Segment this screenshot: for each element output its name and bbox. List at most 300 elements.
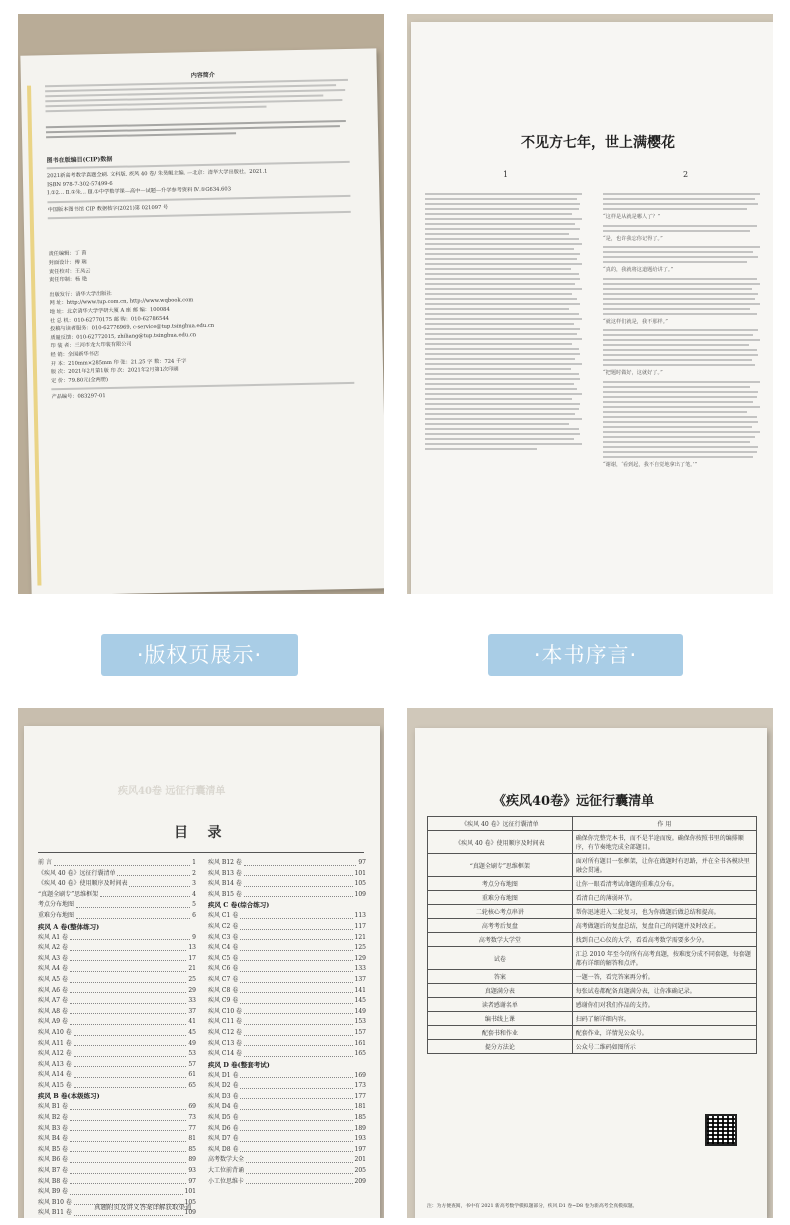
toc-leader-dots [70,1007,186,1015]
toc-entry [208,1017,366,1028]
toc-title: 目 录 [174,825,222,841]
toc-entry-page: 209 [354,1177,366,1185]
preface-sheet [411,22,773,594]
toc-group-heading: 疾风 B 卷(本级练习) [38,1092,100,1101]
toc-entry-label: 疾风 B13 卷 [208,869,242,877]
checklist-row [428,998,757,1012]
toc-entry-page: 6 [192,911,196,919]
toc-entry [38,1081,196,1092]
checklist-header-cell: 《疾风 40 卷》远征行囊清单 [428,817,573,831]
toc-entry [38,1007,196,1018]
preface-title: 不见方七年，世上满樱花 [521,135,675,151]
toc-leader-dots [100,890,190,898]
toc-entry-page: 4 [192,890,196,898]
toc-entry-page: 141 [354,986,366,994]
checklist-item-purpose: 看清自己的薄弱环节。 [572,891,756,905]
preface-quote: “把题时做好，这就好了。” [603,370,663,377]
checklist-table-wrap [427,816,757,1054]
toc-entry [38,911,196,922]
toc-entry-page: 97 [358,859,366,866]
checklist-page-photo [407,708,773,1218]
toc-entry [208,869,366,880]
toc-entry-page: 169 [354,1071,366,1079]
toc-entry-label: 疾风 A10 卷 [38,1028,72,1036]
checklist-item-name: 读者感谢名单 [428,998,573,1012]
toc-leader-dots [54,858,190,866]
toc-leader-dots [240,954,352,962]
toc-entry-page: 13 [188,944,196,952]
cip-line: 中国版本图书馆 CIP 数据核字(2021)第 021097 号 [47,204,169,214]
toc-entry [38,900,196,911]
checklist-row [428,891,757,905]
toc-entry-label: 疾风 C11 卷 [208,1018,243,1026]
toc-entry-page: 101 [184,1188,196,1196]
toc-entry-page: 177 [354,1092,366,1100]
toc-entry [38,1102,196,1113]
toc-entry [208,1102,366,1113]
checklist-item-purpose: 每张试卷都配备真题满分表，让你准确记录。 [572,984,756,998]
toc-entry [38,954,196,965]
copyright-page-photo [18,14,384,594]
toc-leader-dots [240,1124,352,1132]
toc-entry-page: 5 [192,901,196,909]
toc-watermark: 疾风40卷 远征行囊清单 [118,786,226,797]
toc-entry-page: 173 [354,1082,366,1090]
toc-leader-dots [240,996,352,1004]
toc-entry-page: 161 [354,1039,366,1047]
toc-leader-dots [70,996,186,1004]
toc-entry-label: 考点分布地图 [38,901,75,909]
copyright-page-label: ·版权页展示· [101,634,298,676]
toc-entry-label: 疾风 D7 卷 [208,1135,239,1143]
preface-quote: “就这样们就是，我不那样。” [603,318,668,325]
toc-entry-label: 疾风 B10 卷 [38,1198,72,1206]
toc-entry-label: 疾风 A2 卷 [38,944,68,952]
cip-line: 2021新高考数学真题全刷. 文科版. 疾风 40 卷/ 朱昊鲲主编. —北京：清华大学出版社，2021.1 [46,168,268,180]
toc-leader-dots [129,879,190,887]
toc-entry [38,1028,196,1039]
toc-entry-label: 疾风 C8 卷 [208,986,239,994]
toc-leader-dots [244,1049,353,1057]
preface-quote: “是，也许我忘你记得了。” [603,235,663,242]
toc-entry-label: 疾风 A4 卷 [38,965,68,973]
toc-entry-page: 125 [354,944,366,952]
toc-entry [208,1028,366,1039]
toc-entry-page: 149 [354,1007,366,1015]
cip-line: ISBN 978-7-302-57499-6 [47,180,113,188]
toc-entry [38,933,196,944]
toc-entry-page: 97 [188,1177,196,1185]
toc-entry-page: 61 [188,1071,196,1079]
checklist-row [428,905,757,919]
toc-entry-label: 重难分布地图 [38,911,75,919]
toc-entry-label: 疾风 D6 卷 [208,1124,239,1132]
toc-leader-dots [70,943,186,951]
toc-leader-dots [70,975,186,983]
publisher-line: 质量反馈：010-62772015, zhiliang@tup.tsinghua.edu.cn [50,331,197,341]
toc-entry [38,1155,196,1166]
cip-line: Ⅰ.①2… Ⅱ.①朱… Ⅲ.①中学数学课—高中—试题—升学参考资料 Ⅳ.①G634.603 [47,186,232,197]
toc-entry-page: 89 [188,1156,196,1164]
toc-leader-dots [244,858,357,866]
toc-entry-label: 疾风 B14 卷 [208,880,242,888]
toc-entry-label: 疾风 A6 卷 [38,986,68,994]
toc-entry-label: 疾风 C4 卷 [208,944,239,952]
toc-leader-dots [240,1102,352,1110]
toc-entry-page: 121 [354,933,366,941]
qr-code-icon [705,1114,737,1146]
checklist-footnote: 注：为方便查阅，书中有 2021 新高考数学模拟题部分，疾风 D1 卷~D8 卷为新高考全真模拟题。 [427,1204,638,1209]
toc-entry-page: 109 [354,890,366,898]
toc-entry [38,1070,196,1081]
checklist-item-name: “真题全刷专”思维框架 [428,854,573,877]
toc-entry [208,996,366,1007]
toc-entry [38,943,196,954]
checklist-item-purpose: 公众号二维码如图所示 [572,1040,756,1054]
toc-entry-label: 疾风 D1 卷 [208,1071,239,1079]
checklist-item-purpose: 帮你迅速进入二轮复习，也为你做题后做总结和提高。 [572,905,756,919]
toc-entry [208,1049,366,1060]
toc-entry [208,1124,366,1135]
preface-page-photo [407,14,773,594]
toc-entry [38,879,196,890]
toc-entry [38,1187,196,1198]
toc-entry [38,1177,196,1188]
toc-entry-label: 疾风 C2 卷 [208,922,239,930]
toc-entry-label: 疾风 B15 卷 [208,890,242,898]
toc-entry [208,922,366,933]
toc-entry-label: 疾风 B11 卷 [38,1209,72,1217]
toc-entry-page: 85 [188,1145,196,1153]
publisher-line: 出版发行：清华大学出版社 [49,290,112,298]
toc-entry [38,1145,196,1156]
toc-entry [38,1017,196,1028]
checklist-item-name: 考点分布地图 [428,877,573,891]
checklist-row [428,984,757,998]
preface-col1-text [425,190,585,453]
checklist-item-purpose: 面对所有题目一张框架，让你在做题时有思路，并在全书各模块里融会贯通。 [572,854,756,877]
toc-leader-dots [70,1113,186,1121]
editor-line: 责任编辑：丁 茵 [48,250,87,258]
toc-entry-label: 疾风 A8 卷 [38,1007,68,1015]
toc-entry-page: 2 [192,869,196,877]
checklist-row [428,1026,757,1040]
toc-entry-label: 《疾风 40 卷》远征行囊清单 [38,869,116,877]
toc-entry [208,1134,366,1145]
toc-entry [208,1155,366,1166]
toc-entry-page: 105 [184,1198,196,1206]
toc-entry-label: 疾风 A12 卷 [38,1050,72,1058]
toc-entry [208,933,366,944]
editor-line: 责任印制：杨 艳 [49,276,88,284]
publisher-line: 地 址：北京清华大学学研大厦 A 座 邮 编：100084 [49,306,170,316]
toc-leader-dots [74,1049,187,1057]
product-number: 产品编号：083297-01 [51,393,106,401]
preface-label: ·本书序言· [488,634,683,676]
toc-leader-dots [240,1092,352,1100]
toc-entry-page: 193 [354,1135,366,1143]
toc-entry-label: 疾风 A1 卷 [38,933,68,941]
toc-entry-page: 45 [188,1028,196,1036]
toc-entry-page: 113 [354,912,366,920]
toc-entry-label: 疾风 B9 卷 [38,1188,69,1196]
checklist-item-name: 真题满分表 [428,984,573,998]
checklist-row [428,947,757,970]
checklist-item-name: 提分方法论 [428,1040,573,1054]
toc-entry-label: “真题全刷专”思维框架 [38,890,99,898]
toc-entry [208,1113,366,1124]
toc-entry [38,1113,196,1124]
toc-leader-dots [74,1039,187,1047]
toc-leader-dots [244,1017,353,1025]
toc-leader-dots [240,922,352,930]
toc-entry [208,911,366,922]
toc-entry-page: 3 [192,880,196,888]
checklist-item-purpose: 确保你完整完本书，而不是半途而废。确保你按照书里的编排顺序，有节奏地完成全部题目。 [572,831,756,854]
toc-entry-label: 疾风 B2 卷 [38,1114,69,1122]
checklist-row [428,831,757,854]
toc-entry-page: 73 [188,1114,196,1122]
toc-entry [208,954,366,965]
publisher-line: 社 总 机：010-62770175 邮 购：010-62786544 [49,315,170,324]
toc-leader-dots [74,1081,187,1089]
toc-entry [38,996,196,1007]
checklist-item-name: 重难分布地图 [428,891,573,905]
preface-quote: “真的，我就将这道题给讲了。” [603,267,674,274]
checklist-table [427,816,757,1054]
publisher-line: 印 装 者：三河市龙大印装有限公司 [50,341,132,350]
checklist-item-name: 高考考后复盘 [428,919,573,933]
toc-group-heading: 疾风 A 卷(整体练习) [38,922,100,931]
checklist-row [428,1012,757,1026]
toc-entry-label: 疾风 A11 卷 [38,1039,72,1047]
toc-leader-dots [74,1070,187,1078]
toc-entry [38,1166,196,1177]
checklist-row [428,854,757,877]
toc-leader-dots [244,1039,353,1047]
toc-leader-dots [70,1166,186,1174]
toc-entry-page: 133 [354,965,366,973]
toc-entry-page: 29 [188,986,196,994]
toc-entry-label: 疾风 C7 卷 [208,975,239,983]
toc-leader-dots [76,911,190,919]
toc-footer: 真题附页及讲义答案详解获取渠道 [94,1203,192,1211]
toc-entry-page: 129 [354,954,366,962]
toc-entry [208,964,366,975]
toc-leader-dots [240,933,352,941]
checklist-item-name: 答案 [428,970,573,984]
toc-entry-label: 疾风 D2 卷 [208,1082,239,1090]
toc-leader-dots [246,1155,353,1163]
publisher-line: 定 价：79.80元(全两册) [51,376,109,384]
checklist-item-purpose: 找到自己心仪的大学，看看高考数学需要多少分。 [572,933,756,947]
toc-entry-label: 疾风 C10 卷 [208,1007,243,1015]
toc-entry [208,986,366,997]
toc-leader-dots [240,964,352,972]
toc-entry-page: 189 [354,1124,366,1132]
checklist-row [428,1040,757,1054]
checklist-item-purpose: 汇总 2010 年至今的所有高考真题，按难度分成不同套题，每套题都有详细的解答和点评。 [572,947,756,970]
toc-entry-page: 49 [188,1039,196,1047]
toc-entry-label: 疾风 C6 卷 [208,965,239,973]
toc-entry-label: 疾风 C14 卷 [208,1050,243,1058]
preface-quote: “这样是从就是哪人了？” [603,214,661,220]
toc-leader-dots [240,1113,352,1121]
checklist-sheet [415,728,767,1218]
toc-entry-page: 181 [354,1103,366,1111]
toc-entry-label: 疾风 A13 卷 [38,1060,72,1068]
checklist-item-purpose: 高考做题后的复盘总结，复盘自己的问题并及时改正。 [572,919,756,933]
toc-leader-dots [70,1102,186,1110]
toc-leader-dots [246,1166,353,1174]
cip-heading: 图书在版编目(CIP)数据 [46,155,113,165]
toc-entry [208,1166,366,1177]
toc-entry [38,869,196,880]
checklist-header-row [428,817,757,831]
toc-entry [208,890,366,901]
toc-entry [38,1039,196,1050]
toc-entry-page: 145 [354,997,366,1005]
toc-entry-label: 疾风 D5 卷 [208,1114,239,1122]
toc-entry-label: 疾风 B3 卷 [38,1124,69,1132]
toc-entry-label: 疾风 C9 卷 [208,997,239,1005]
toc-leader-dots [70,1187,183,1195]
toc-entry-label: 疾风 C12 卷 [208,1028,243,1036]
toc-entry-label: 大工位前背诵 [208,1167,245,1175]
toc-entry-label: 疾风 B5 卷 [38,1145,69,1153]
toc-leader-dots [240,975,352,983]
toc-entry [38,964,196,975]
toc-entry-label: 疾风 B7 卷 [38,1167,69,1175]
toc-entry-page: 37 [188,1007,196,1015]
toc-leader-dots [240,986,352,994]
toc-leader-dots [74,1028,187,1036]
copyright-heading: 内容简介 [190,71,215,80]
toc-entry [38,975,196,986]
editor-line: 封面设计：傅 瑞 [48,259,87,267]
toc-entry-page: 117 [354,922,366,930]
preface-col2-text [603,190,763,470]
checklist-item-purpose: 配套作业，详情见公众号。 [572,1026,756,1040]
toc-leader-dots [240,943,352,951]
toc-entry-page: 105 [354,880,366,888]
toc-entry-label: 疾风 A3 卷 [38,954,68,962]
checklist-item-purpose: 扫码了解详细内容。 [572,1012,756,1026]
toc-entry [38,1060,196,1071]
toc-entry-page: 157 [354,1028,366,1036]
toc-entry-page: 77 [188,1124,196,1132]
toc-entry [208,1145,366,1156]
toc-entry-page: 165 [354,1050,366,1058]
toc-leader-dots [240,911,352,919]
toc-entry-page: 21 [188,965,196,973]
toc-entry-page: 81 [188,1135,196,1143]
toc-entry-label: 疾风 C1 卷 [208,912,239,920]
toc-leader-dots [244,879,353,887]
toc-entry-label: 疾风 A5 卷 [38,975,68,983]
publisher-line: 网 址：http://www.tup.com.cn, http://www.wqbook.com [49,297,194,307]
checklist-item-name: 二轮核心考点串讲 [428,905,573,919]
toc-entry-page: 185 [354,1114,366,1122]
toc-leader-dots [117,869,190,877]
toc-entry-page: 65 [188,1081,196,1089]
toc-entry-page: 201 [354,1156,366,1164]
toc-entry-page: 17 [188,954,196,962]
checklist-item-purpose: 让你一眼看清考试命题的重难点分布。 [572,877,756,891]
toc-entry-page: 101 [354,869,366,877]
checklist-item-name: 配套书和作业 [428,1026,573,1040]
toc-entry-label: 疾风 C3 卷 [208,933,239,941]
toc-leader-dots [244,869,353,877]
checklist-item-purpose: 感谢你们对我们作品的支持。 [572,998,756,1012]
toc-entry-label: 疾风 B6 卷 [38,1156,69,1164]
toc-entry [208,858,366,869]
toc-entry-label: 前 言 [38,859,52,866]
toc-leader-dots [244,890,353,898]
toc-group-heading: 疾风 D 卷(整套考试) [208,1060,270,1069]
checklist-item-name: 高考数学大学堂 [428,933,573,947]
toc-entry-page: 197 [354,1145,366,1153]
toc-leader-dots [70,1155,186,1163]
toc-entry-page: 1 [192,859,196,866]
toc-entry [208,1007,366,1018]
toc-leader-dots [70,1124,186,1132]
toc-entry [38,858,196,869]
toc-rule [38,852,364,853]
toc-leader-dots [240,1134,352,1142]
checklist-item-name: 《疾风 40 卷》使用顺序及时间表 [428,831,573,854]
toc-entry [38,890,196,901]
toc-entry-label: 疾风 B4 卷 [38,1135,69,1143]
toc-group-heading: 疾风 C 卷(综合练习) [208,901,270,910]
toc-leader-dots [70,1177,186,1185]
toc-leader-dots [240,1145,352,1153]
toc-entry-label: 疾风 D4 卷 [208,1103,239,1111]
toc-entry [38,1049,196,1060]
toc-leader-dots [70,964,186,972]
toc-leader-dots [244,1028,353,1036]
toc-leader-dots [70,1134,186,1142]
toc-entry [208,1071,366,1082]
editor-line: 责任校对：王凤云 [48,267,91,275]
toc-entry-label: 疾风 B1 卷 [38,1103,69,1111]
toc-leader-dots [70,986,186,994]
toc-entry [208,1039,366,1050]
toc-entry [38,1124,196,1135]
toc-entry-page: 33 [188,997,196,1005]
checklist-row [428,933,757,947]
checklist-item-name: 编书线上课 [428,1012,573,1026]
toc-entry-label: 疾风 D3 卷 [208,1092,239,1100]
toc-entry-page: 137 [354,975,366,983]
toc-sheet [24,726,380,1218]
toc-entry [208,1092,366,1103]
checklist-item-name: 试卷 [428,947,573,970]
publisher-line: 经 销：全国新华书店 [50,351,100,359]
toc-leader-dots [240,1071,352,1079]
toc-leader-dots [70,1145,186,1153]
toc-entry-label: 小工位思维卡 [208,1177,245,1185]
checklist-row [428,877,757,891]
toc-entry-page: 93 [188,1167,196,1175]
toc-entry [208,975,366,986]
toc-entry-label: 疾风 D8 卷 [208,1145,239,1153]
toc-leader-dots [74,1060,187,1068]
publisher-line: 投稿与读者服务：010-62776969, c-service@tup.tsinghua.edu.cn [50,322,215,333]
checklist-row [428,970,757,984]
publisher-line: 版 次：2021年2月第1版 印 次：2021年2月第1次印刷 [50,366,179,376]
toc-left-column [38,858,196,1218]
